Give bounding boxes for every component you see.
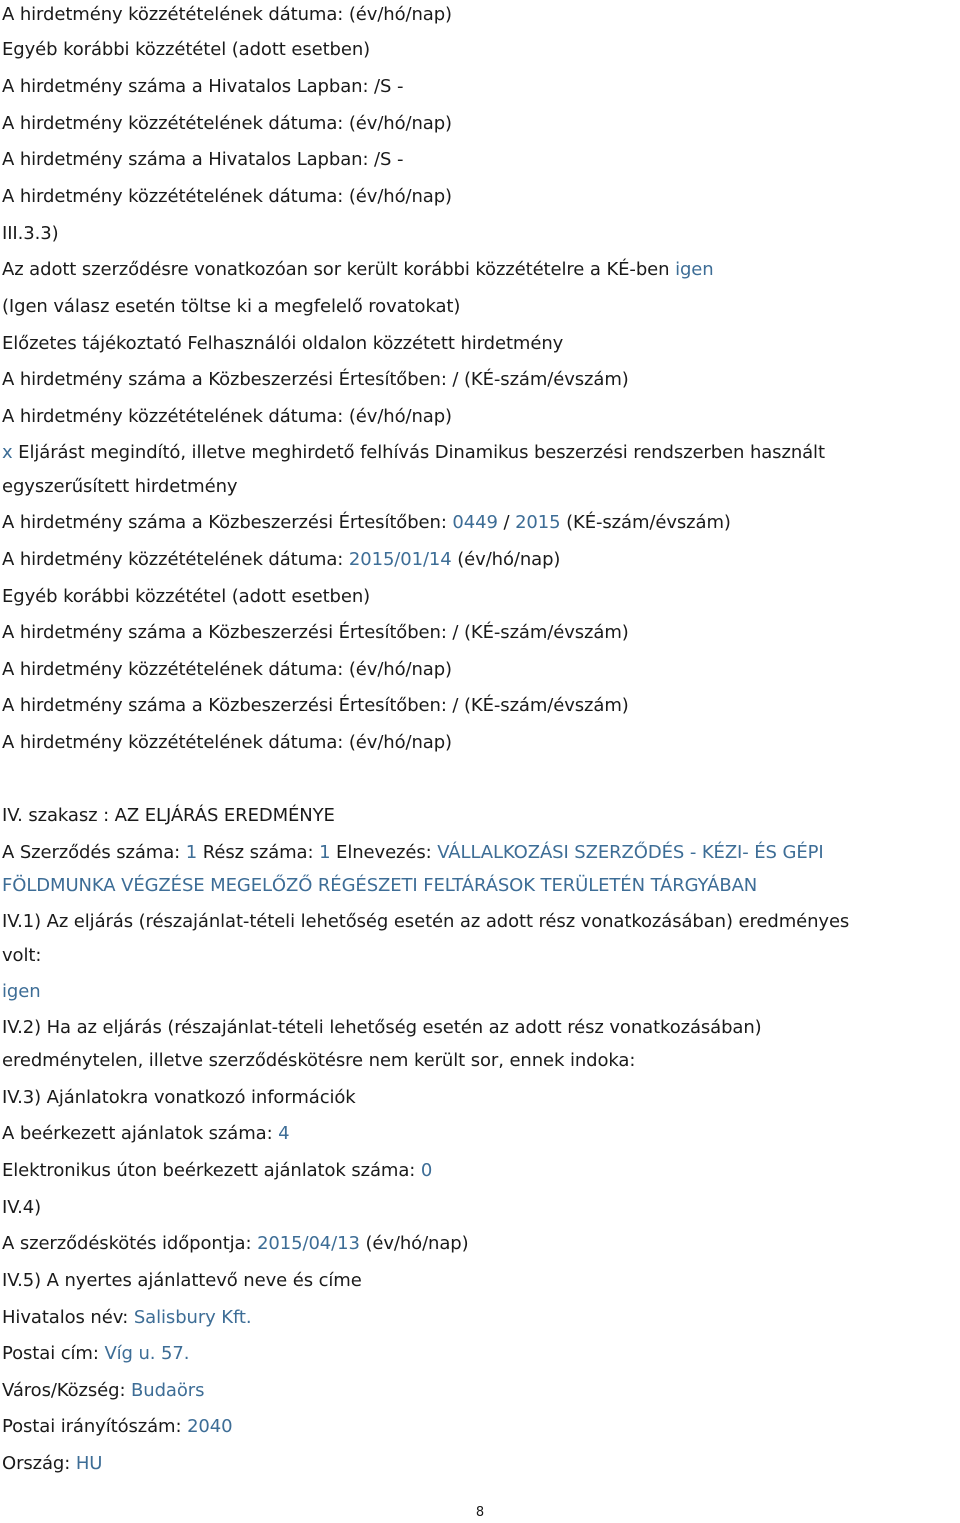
text-line: Postai irányítószám: 2040 [2, 1416, 233, 1437]
text-line: A beérkezett ajánlatok száma: 4 [2, 1123, 290, 1144]
text-line: IV.5) A nyertes ajánlattevő neve és címe [2, 1270, 362, 1291]
text-line: IV.3) Ajánlatokra vonatkozó információk [2, 1087, 356, 1108]
text-line: A hirdetmény száma a Közbeszerzési Értesítőben: / (KÉ-szám/évszám) [2, 622, 629, 643]
text-line: A szerződéskötés időpontja: 2015/04/13 (év/hó/nap) [2, 1233, 469, 1254]
text-line: Város/Község: Budaörs [2, 1380, 205, 1401]
section-heading: III.3.3) [2, 223, 59, 244]
text-line: Egyéb korábbi közzététel (adott esetben) [2, 39, 371, 60]
text-line: IV.4) [2, 1197, 41, 1218]
text-line: A hirdetmény száma a Hivatalos Lapban: /S - [2, 76, 404, 97]
text-line: (Igen válasz esetén töltse ki a megfelelő rovatokat) [2, 296, 461, 317]
text-line: Egyéb korábbi közzététel (adott esetben) [2, 586, 371, 607]
page-number: 8 [475, 1505, 485, 1520]
section-heading: IV. szakasz : AZ ELJÁRÁS EREDMÉNYE [2, 805, 335, 826]
text-line: IV.2) Ha az eljárás (részajánlat-tételi lehetőség esetén az adott rész vonatkozásában) [2, 1017, 762, 1038]
text-line: volt: [2, 945, 42, 966]
text-line: x Eljárást megindító, illetve meghirdető felhívás Dinamikus beszerzési rendszerben használt [2, 442, 825, 463]
text-line: A hirdetmény száma a Közbeszerzési Értesítőben: / (KÉ-szám/évszám) [2, 695, 629, 716]
text-line: Elektronikus úton beérkezett ajánlatok száma: 0 [2, 1160, 433, 1181]
text-line: eredménytelen, illetve szerződéskötésre nem került sor, ennek indoka: [2, 1050, 636, 1071]
text-line: egyszerűsített hirdetmény [2, 476, 238, 497]
text-line: A hirdetmény közzétételének dátuma: (év/hó/nap) [2, 732, 452, 753]
text-line: A hirdetmény közzétételének dátuma: 2015/01/14 (év/hó/nap) [2, 549, 561, 570]
text-line: Hivatalos név: Salisbury Kft. [2, 1307, 252, 1328]
text-line: A hirdetmény száma a Közbeszerzési Értesítőben: 0449 / 2015 (KÉ-szám/évszám) [2, 512, 731, 533]
text-line: Postai cím: Víg u. 57. [2, 1343, 190, 1364]
text-line: IV.1) Az eljárás (részajánlat-tételi lehetőség esetén az adott rész vonatkozásában) eredményes [2, 911, 850, 932]
text-line: A hirdetmény közzétételének dátuma: (év/hó/nap) [2, 113, 452, 134]
text-line: Ország: HU [2, 1453, 103, 1474]
text-line: Az adott szerződésre vonatkozóan sor került korábbi közzétételre a KÉ-ben igen [2, 259, 714, 280]
text-line: A hirdetmény közzétételének dátuma: (év/hó/nap) [2, 406, 452, 427]
text-line: A hirdetmény közzétételének dátuma: (év/hó/nap) [2, 659, 452, 680]
text-line: Előzetes tájékoztató Felhasználói oldalon közzétett hirdetmény [2, 333, 564, 354]
text-line: A Szerződés száma: 1 Rész száma: 1 Elnevezés: VÁLLALKOZÁSI SZERZŐDÉS - KÉZI- ÉS GÉPI [2, 842, 824, 863]
text-line: igen [2, 981, 41, 1002]
text-line: A hirdetmény száma a Hivatalos Lapban: /S - [2, 149, 404, 170]
text-line: A hirdetmény közzétételének dátuma: (év/hó/nap) [2, 186, 452, 207]
text-line: A hirdetmény száma a Közbeszerzési Értesítőben: / (KÉ-szám/évszám) [2, 369, 629, 390]
text-line: FÖLDMUNKA VÉGZÉSE MEGELŐZŐ RÉGÉSZETI FELTÁRÁSOK TERÜLETÉN TÁRGYÁBAN [2, 875, 758, 896]
text-line: A hirdetmény közzétételének dátuma: (év/hó/nap) [2, 4, 452, 25]
